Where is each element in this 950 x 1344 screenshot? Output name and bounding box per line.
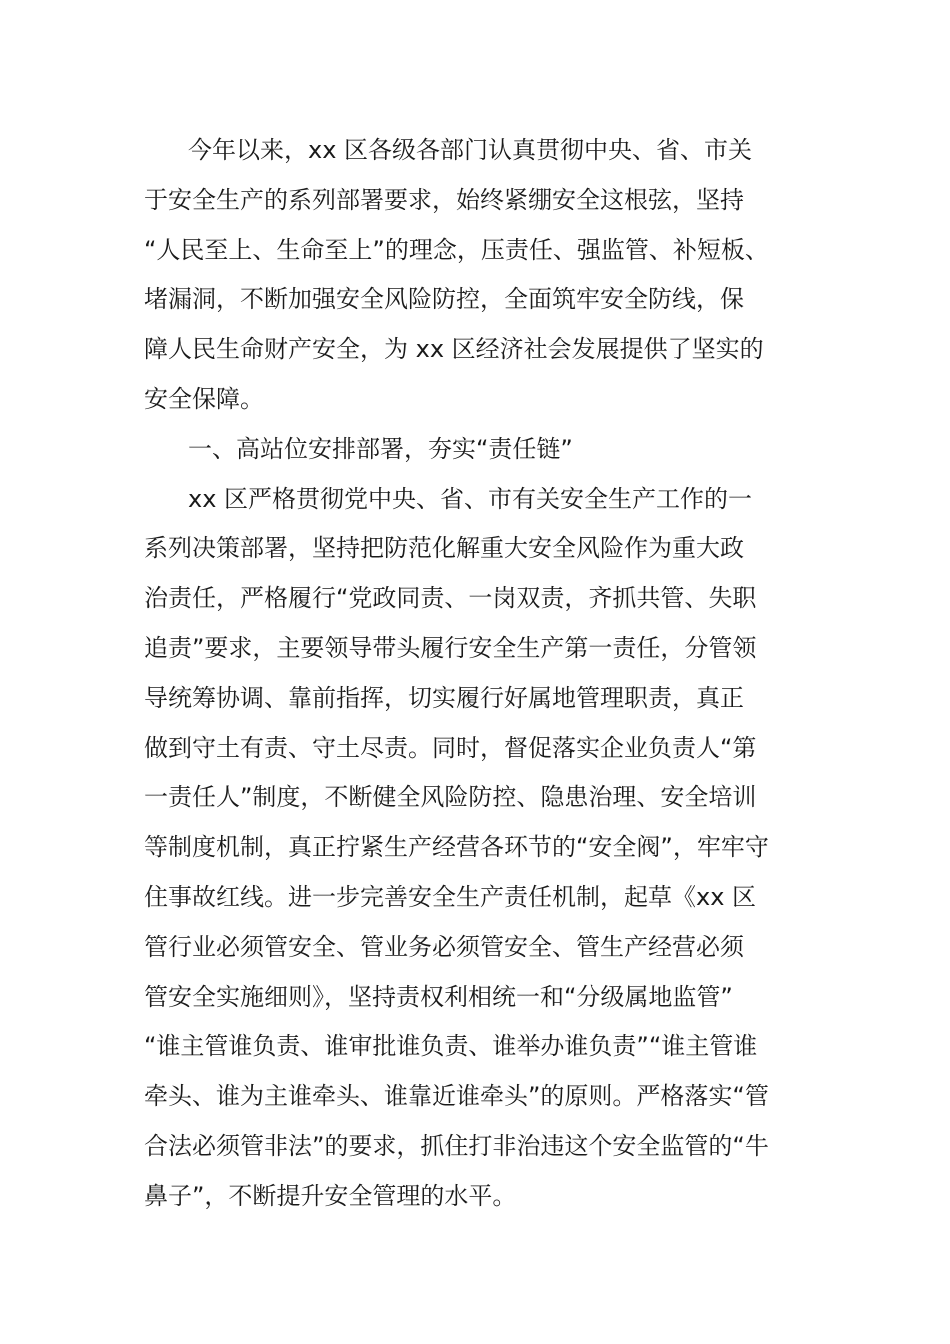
- text-line: 一责任人”制度，不断健全风险防控、隐患治理、安全培训: [144, 783, 757, 812]
- text-line: 于安全生产的系列部署要求，始终紧绷安全这根弦，坚持: [144, 185, 744, 214]
- intro-paragraph: [144, 126, 804, 425]
- text-line: 今年以来，xx 区各级各部门认真贯彻中央、省、市关: [188, 136, 753, 164]
- text-line: 障人民生命财产安全，为 xx 区经济社会发展提供了坚实的: [144, 335, 764, 364]
- text-line: 做到守土有责、守土尽责。同时，督促落实企业负责人“第: [144, 733, 757, 762]
- text-line: xx 区严格贯彻党中央、省、市有关安全生产工作的一: [188, 484, 753, 513]
- text-line: “人民至上、生命至上”的理念，压责任、强监管、补短板、: [144, 235, 769, 264]
- text-line: 治责任，严格履行“党政同责、一岗双责，齐抓共管、失职: [144, 584, 757, 613]
- text-line: 管行业必须管安全、管业务必须管安全、管生产经营必须: [144, 932, 744, 961]
- section-heading-text: 一、高站位安排部署，夯实“责任链”: [188, 434, 573, 463]
- text-line: 合法必须管非法”的要求，抓住打非治违这个安全监管的“牛: [144, 1131, 769, 1160]
- text-line: 等制度机制，真正拧紧生产经营各环节的“安全阀”，牢牢守: [144, 833, 769, 862]
- text-line: “谁主管谁负责、谁审批谁负责、谁举办谁负责”“谁主管谁: [144, 1032, 758, 1061]
- text-line: 追责”要求，主要领导带头履行安全生产第一责任，分管领: [144, 633, 757, 662]
- text-line: 住事故红线。进一步完善安全生产责任机制，起草《xx 区: [144, 882, 757, 911]
- text-line: 安全保障。: [144, 384, 264, 413]
- text-line: 管安全实施细则》，坚持责权利相统一和“分级属地监管”: [144, 982, 733, 1011]
- section-heading: [144, 425, 804, 475]
- text-line: 系列决策部署，坚持把防范化解重大安全风险作为重大政: [144, 534, 744, 563]
- document-body: [144, 126, 804, 1222]
- text-line: 堵漏洞，不断加强安全风险防控，全面筑牢安全防线，保: [144, 285, 744, 314]
- section-body-paragraph: [144, 475, 804, 1222]
- text-line: 导统筹协调、靠前指挥，切实履行好属地管理职责，真正: [144, 683, 744, 712]
- text-line: 鼻子”，不断提升安全管理的水平。: [144, 1181, 517, 1210]
- text-line: 牵头、谁为主谁牵头、谁靠近谁牵头”的原则。严格落实“管: [144, 1082, 769, 1111]
